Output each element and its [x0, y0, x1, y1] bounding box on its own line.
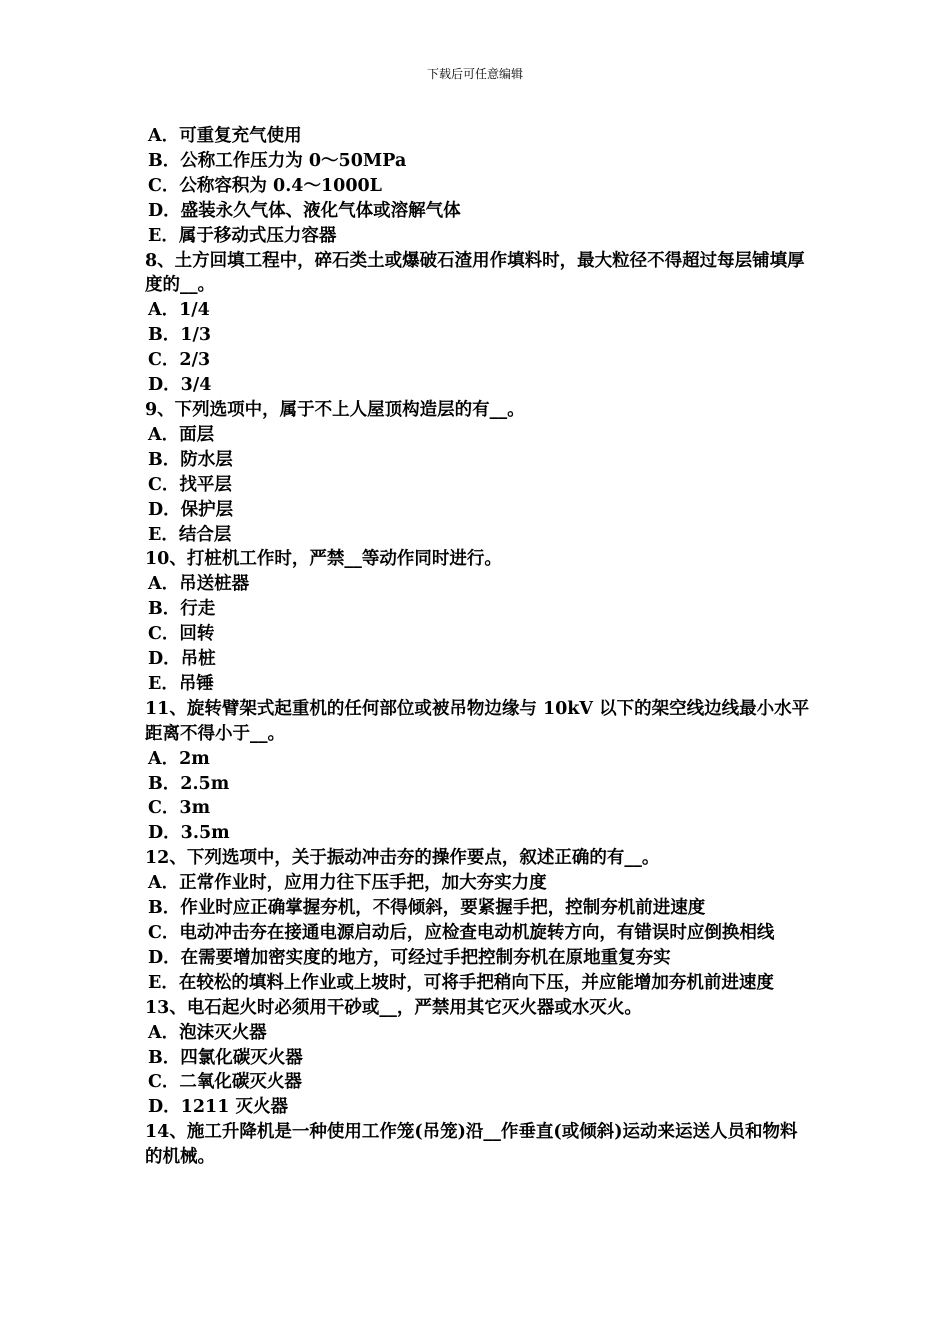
option-line: B．行走 — [148, 599, 216, 620]
option-line: B．2.5m — [148, 773, 230, 794]
page-header: 下载后可任意编辑 — [426, 67, 523, 81]
option-line: E．结合层 — [148, 524, 232, 545]
option-line-wrapped: C．电动冲击夯在接通电源启动后，应检查电动机旋转方向，有错误时应倒换相线 — [148, 923, 775, 943]
option-line: B．公称工作压力为 0～50MPa — [148, 150, 407, 171]
option-line: B．四氯化碳灭火器 — [148, 1047, 303, 1068]
question-10: 10、打桩机工作时，严禁__等动作同时进行。 — [145, 549, 502, 570]
option-line: D．3.5m — [148, 823, 230, 844]
option-line: D．吊桩 — [148, 649, 216, 670]
option-line: A．1/4 — [148, 300, 210, 321]
option-line: C．公称容积为 0.4～1000L — [148, 175, 382, 196]
option-line: C．回转 — [148, 624, 215, 645]
option-line: A．吊送桩器 — [148, 574, 250, 595]
option-line: D．1211 灭火器 — [148, 1097, 288, 1118]
question-14: 14、施工升降机是一种使用工作笼(吊笼)沿__作垂直(或倾斜)运动来运送人员和物料的机械。 — [145, 1122, 798, 1168]
option-line: C．二氧化碳灭火器 — [148, 1072, 302, 1093]
option-line: C．2/3 — [148, 350, 211, 371]
question-8: 8、土方回填工程中，碎石类土或爆破石渣用作填料时，最大粒径不得超过每层铺填厚度的__。 — [145, 250, 805, 296]
option-line: D．在需要增加密实度的地方，可经过手把控制夯机在原地重复夯实 — [148, 947, 671, 968]
option-line: E．吊锤 — [148, 673, 214, 694]
question-12: 12、下列选项中，关于振动冲击夯的操作要点，叙述正确的有__。 — [145, 848, 660, 869]
option-line: B．作业时应正确掌握夯机，不得倾斜，要紧握手把，控制夯机前进速度 — [148, 898, 706, 919]
option-line: D．盛装永久气体、液化气体或溶解气体 — [148, 200, 461, 221]
option-line: B．防水层 — [148, 449, 233, 470]
option-line: E．属于移动式压力容器 — [148, 225, 337, 246]
option-line: A．可重复充气使用 — [148, 126, 302, 146]
question-11: 11、旋转臂架式起重机的任何部位或被吊物边缘与 10kV 以下的架空线边线最小水平距离不得小于__。 — [145, 698, 810, 744]
option-line: A．2m — [148, 748, 210, 769]
option-line: A．泡沫灭火器 — [148, 1022, 267, 1043]
document-body — [145, 124, 810, 1170]
question-13: 13、电石起火时必须用干砂或__，严禁用其它灭火器或水灭火。 — [145, 997, 642, 1018]
option-line: D．保护层 — [148, 499, 234, 520]
option-line: C．找平层 — [148, 474, 232, 495]
option-line-wrapped: E．在较松的填料上作业或上坡时，可将手把稍向下压，并应能增加夯机前进速度 — [148, 972, 774, 993]
option-line: A．面层 — [148, 424, 215, 445]
option-line: C．3m — [148, 798, 211, 819]
option-line: B．1/3 — [148, 325, 212, 346]
option-line: A．正常作业时，应用力往下压手把，加大夯实力度 — [148, 873, 547, 894]
question-9: 9、下列选项中，属于不上人屋顶构造层的有__。 — [145, 399, 525, 420]
option-line: D．3/4 — [148, 375, 212, 396]
